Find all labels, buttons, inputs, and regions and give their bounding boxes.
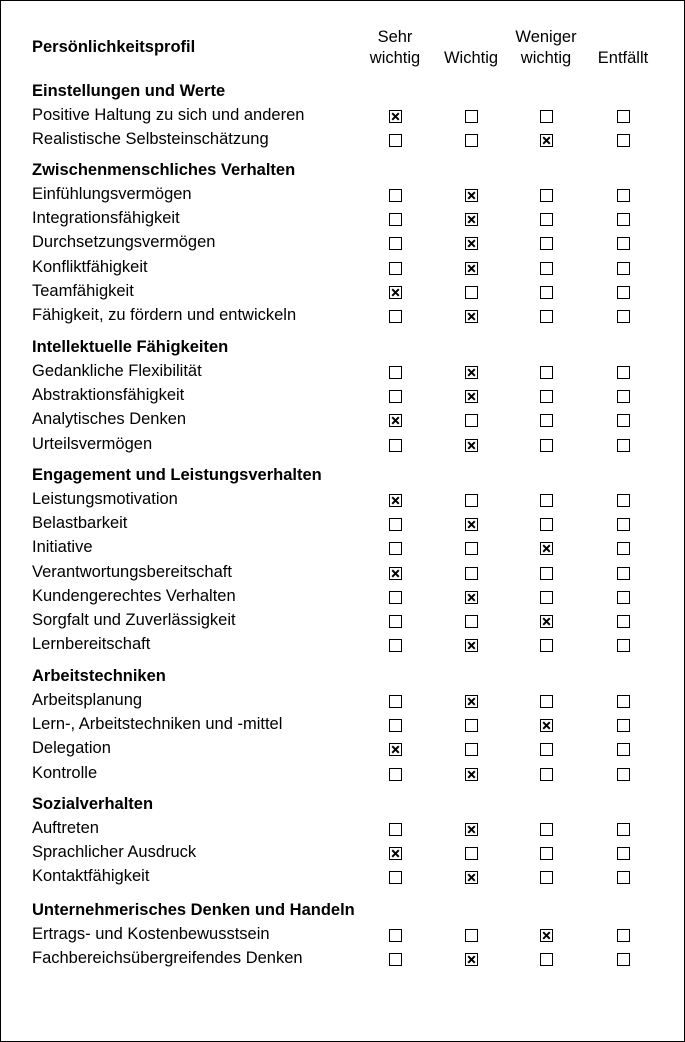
- checkbox-weniger-wichtig[interactable]: [540, 591, 553, 604]
- checkbox-wichtig[interactable]: [465, 134, 478, 147]
- row-label: Kundengerechtes Verhalten: [32, 586, 236, 605]
- checkbox-wichtig[interactable]: [465, 615, 478, 628]
- checkbox-weniger-wichtig[interactable]: [540, 189, 553, 202]
- checkbox-entfaellt[interactable]: [617, 591, 630, 604]
- checkbox-sehr-wichtig[interactable]: [389, 615, 402, 628]
- checkbox-wichtig[interactable]: [465, 929, 478, 942]
- checkbox-weniger-wichtig[interactable]: [540, 439, 553, 452]
- checkbox-wichtig[interactable]: [465, 110, 478, 123]
- checkbox-wichtig[interactable]: [465, 847, 478, 860]
- checkbox-wichtig-checked[interactable]: [465, 237, 478, 250]
- row-label: Fachbereichsübergreifendes Denken: [32, 949, 303, 968]
- row-label: Urteilsvermögen: [32, 434, 153, 453]
- checkbox-wichtig[interactable]: [465, 414, 478, 427]
- row-label: Kontrolle: [32, 763, 98, 782]
- checkbox-entfaellt[interactable]: [617, 110, 630, 123]
- row-label: Sorgfalt und Zuverlässigkeit: [32, 611, 236, 629]
- column-header-weniger-wichtig: Weniger wichtig: [515, 28, 577, 67]
- checkbox-weniger-wichtig-checked[interactable]: [540, 719, 553, 732]
- checkbox-entfaellt[interactable]: [617, 639, 630, 652]
- section-title: Sozialverhalten: [32, 795, 154, 813]
- checkbox-entfaellt[interactable]: [617, 847, 630, 860]
- checkbox-entfaellt[interactable]: [617, 743, 630, 756]
- checkbox-entfaellt[interactable]: [617, 189, 630, 202]
- checkbox-weniger-wichtig[interactable]: [540, 518, 553, 531]
- checkbox-sehr-wichtig[interactable]: [389, 134, 402, 147]
- checkbox-sehr-wichtig-checked[interactable]: [389, 414, 402, 427]
- checkbox-entfaellt[interactable]: [617, 414, 630, 427]
- checkbox-wichtig[interactable]: [465, 494, 478, 507]
- checkbox-weniger-wichtig[interactable]: [540, 743, 553, 756]
- checkbox-weniger-wichtig[interactable]: [540, 110, 553, 123]
- checkbox-wichtig-checked[interactable]: [465, 768, 478, 781]
- row-label: Kontaktfähigkeit: [32, 867, 150, 886]
- checkbox-wichtig-checked[interactable]: [465, 871, 478, 884]
- section-title: Engagement und Leistungsverhalten: [32, 466, 322, 484]
- row-label: Leistungsmotivation: [32, 490, 178, 508]
- checkbox-sehr-wichtig[interactable]: [389, 439, 402, 452]
- checkbox-wichtig-checked[interactable]: [465, 695, 478, 708]
- column-header-sehr-wichtig: Sehr wichtig: [369, 28, 421, 67]
- checkbox-entfaellt[interactable]: [617, 262, 630, 275]
- section-title: Einstellungen und Werte: [32, 82, 226, 100]
- checkbox-sehr-wichtig[interactable]: [389, 237, 402, 250]
- checkbox-weniger-wichtig-checked[interactable]: [540, 615, 553, 628]
- row-label: Ertrags- und Kostenbewusstsein: [32, 925, 270, 943]
- checkbox-entfaellt[interactable]: [617, 953, 630, 966]
- checkbox-weniger-wichtig-checked[interactable]: [540, 542, 553, 555]
- checkbox-entfaellt[interactable]: [617, 768, 630, 781]
- checkbox-entfaellt[interactable]: [617, 871, 630, 884]
- checkbox-weniger-wichtig[interactable]: [540, 310, 553, 323]
- checkbox-wichtig-checked[interactable]: [465, 518, 478, 531]
- row-label: Durchsetzungsvermögen: [32, 233, 216, 252]
- checkbox-sehr-wichtig[interactable]: [389, 366, 402, 379]
- checkbox-weniger-wichtig[interactable]: [540, 639, 553, 652]
- row-label: Einfühlungsvermögen: [32, 185, 192, 203]
- checkbox-sehr-wichtig[interactable]: [389, 591, 402, 604]
- checkbox-entfaellt[interactable]: [617, 439, 630, 452]
- checkbox-entfaellt[interactable]: [617, 823, 630, 836]
- row-label: Arbeitsplanung: [32, 691, 143, 709]
- checkbox-weniger-wichtig[interactable]: [540, 213, 553, 226]
- checkbox-sehr-wichtig[interactable]: [389, 213, 402, 226]
- checkbox-sehr-wichtig[interactable]: [389, 542, 402, 555]
- column-header-wichtig: Wichtig: [443, 49, 499, 67]
- checkbox-sehr-wichtig[interactable]: [389, 695, 402, 708]
- checkbox-entfaellt[interactable]: [617, 615, 630, 628]
- checkbox-weniger-wichtig[interactable]: [540, 286, 553, 299]
- checkbox-wichtig-checked[interactable]: [465, 310, 478, 323]
- checkbox-wichtig[interactable]: [465, 567, 478, 580]
- row-label: Delegation: [32, 739, 111, 758]
- checkbox-sehr-wichtig[interactable]: [389, 871, 402, 884]
- checkbox-wichtig-checked[interactable]: [465, 262, 478, 275]
- row-label: Realistische Selbsteinschätzung: [32, 130, 269, 149]
- checkbox-weniger-wichtig[interactable]: [540, 695, 553, 708]
- checkbox-weniger-wichtig[interactable]: [540, 262, 553, 275]
- checkbox-weniger-wichtig[interactable]: [540, 366, 553, 379]
- checkbox-entfaellt[interactable]: [617, 695, 630, 708]
- checkbox-sehr-wichtig-checked[interactable]: [389, 494, 402, 507]
- checkbox-sehr-wichtig[interactable]: [389, 953, 402, 966]
- row-label: Konfliktfähigkeit: [32, 257, 148, 276]
- checkbox-wichtig[interactable]: [465, 743, 478, 756]
- checkbox-wichtig-checked[interactable]: [465, 823, 478, 836]
- checkbox-entfaellt[interactable]: [617, 390, 630, 403]
- checkbox-wichtig-checked[interactable]: [465, 439, 478, 452]
- checkbox-wichtig[interactable]: [465, 542, 478, 555]
- checkbox-weniger-wichtig[interactable]: [540, 871, 553, 884]
- checkbox-wichtig-checked[interactable]: [465, 189, 478, 202]
- row-label: Initiative: [32, 538, 93, 557]
- checkbox-weniger-wichtig[interactable]: [540, 494, 553, 507]
- checkbox-weniger-wichtig-checked[interactable]: [540, 134, 553, 147]
- row-label: Positive Haltung zu sich und anderen: [32, 106, 305, 124]
- row-label: Teamfähigkeit: [32, 281, 134, 300]
- checkbox-sehr-wichtig[interactable]: [389, 929, 402, 942]
- section-title: Arbeitstechniken: [32, 667, 166, 685]
- checkbox-sehr-wichtig-checked[interactable]: [389, 110, 402, 123]
- checkbox-weniger-wichtig[interactable]: [540, 847, 553, 860]
- row-label: Abstraktionsfähigkeit: [32, 386, 185, 405]
- checkbox-sehr-wichtig-checked[interactable]: [389, 567, 402, 580]
- checkbox-wichtig-checked[interactable]: [465, 213, 478, 226]
- checkbox-weniger-wichtig[interactable]: [540, 414, 553, 427]
- section-title: Intellektuelle Fähigkeiten: [32, 338, 229, 356]
- row-label: Auftreten: [32, 819, 99, 837]
- checkbox-sehr-wichtig[interactable]: [389, 390, 402, 403]
- checkbox-weniger-wichtig[interactable]: [540, 237, 553, 250]
- checkbox-weniger-wichtig[interactable]: [540, 768, 553, 781]
- checkbox-wichtig-checked[interactable]: [465, 953, 478, 966]
- checkbox-entfaellt[interactable]: [617, 134, 630, 147]
- checkbox-wichtig-checked[interactable]: [465, 639, 478, 652]
- checkbox-sehr-wichtig-checked[interactable]: [389, 743, 402, 756]
- checkbox-entfaellt[interactable]: [617, 286, 630, 299]
- section-title: Unternehmerisches Denken und Handeln: [32, 901, 355, 919]
- checkbox-entfaellt[interactable]: [617, 310, 630, 323]
- checkbox-entfaellt[interactable]: [617, 518, 630, 531]
- row-label: Verantwortungsbereitschaft: [32, 562, 232, 581]
- checkbox-sehr-wichtig[interactable]: [389, 719, 402, 732]
- checkbox-entfaellt[interactable]: [617, 213, 630, 226]
- checkbox-sehr-wichtig[interactable]: [389, 189, 402, 202]
- checkbox-wichtig-checked[interactable]: [465, 591, 478, 604]
- checkbox-sehr-wichtig[interactable]: [389, 518, 402, 531]
- row-label: Sprachlicher Ausdruck: [32, 843, 197, 862]
- page-title: Persönlichkeitsprofil: [32, 38, 196, 56]
- checkbox-entfaellt[interactable]: [617, 366, 630, 379]
- checkbox-wichtig[interactable]: [465, 719, 478, 732]
- checkbox-sehr-wichtig[interactable]: [389, 262, 402, 275]
- checkbox-wichtig[interactable]: [465, 286, 478, 299]
- checkbox-sehr-wichtig[interactable]: [389, 310, 402, 323]
- checkbox-sehr-wichtig[interactable]: [389, 639, 402, 652]
- checkbox-entfaellt[interactable]: [617, 719, 630, 732]
- row-label: Lern-, Arbeitstechniken und -mittel: [32, 715, 283, 734]
- checkbox-weniger-wichtig[interactable]: [540, 390, 553, 403]
- checkbox-weniger-wichtig[interactable]: [540, 823, 553, 836]
- checkbox-weniger-wichtig[interactable]: [540, 953, 553, 966]
- checkbox-sehr-wichtig[interactable]: [389, 823, 402, 836]
- row-label: Integrationsfähigkeit: [32, 209, 180, 228]
- row-label: Fähigkeit, zu fördern und entwickeln: [32, 306, 297, 324]
- checkbox-sehr-wichtig-checked[interactable]: [389, 286, 402, 299]
- row-label: Gedankliche Flexibilität: [32, 362, 202, 380]
- row-label: Belastbarkeit: [32, 514, 128, 533]
- row-label: Lernbereitschaft: [32, 635, 151, 654]
- checkbox-entfaellt[interactable]: [617, 494, 630, 507]
- checkbox-weniger-wichtig-checked[interactable]: [540, 929, 553, 942]
- checkbox-entfaellt[interactable]: [617, 542, 630, 555]
- checkbox-sehr-wichtig-checked[interactable]: [389, 847, 402, 860]
- checkbox-entfaellt[interactable]: [617, 929, 630, 942]
- checkbox-sehr-wichtig[interactable]: [389, 768, 402, 781]
- checkbox-weniger-wichtig[interactable]: [540, 567, 553, 580]
- checkbox-wichtig-checked[interactable]: [465, 390, 478, 403]
- row-label: Analytisches Denken: [32, 410, 187, 429]
- checkbox-wichtig-checked[interactable]: [465, 366, 478, 379]
- checkbox-entfaellt[interactable]: [617, 237, 630, 250]
- section-title: Zwischenmenschliches Verhalten: [32, 161, 296, 179]
- checkbox-entfaellt[interactable]: [617, 567, 630, 580]
- column-header-entfaellt: Entfällt: [597, 49, 649, 67]
